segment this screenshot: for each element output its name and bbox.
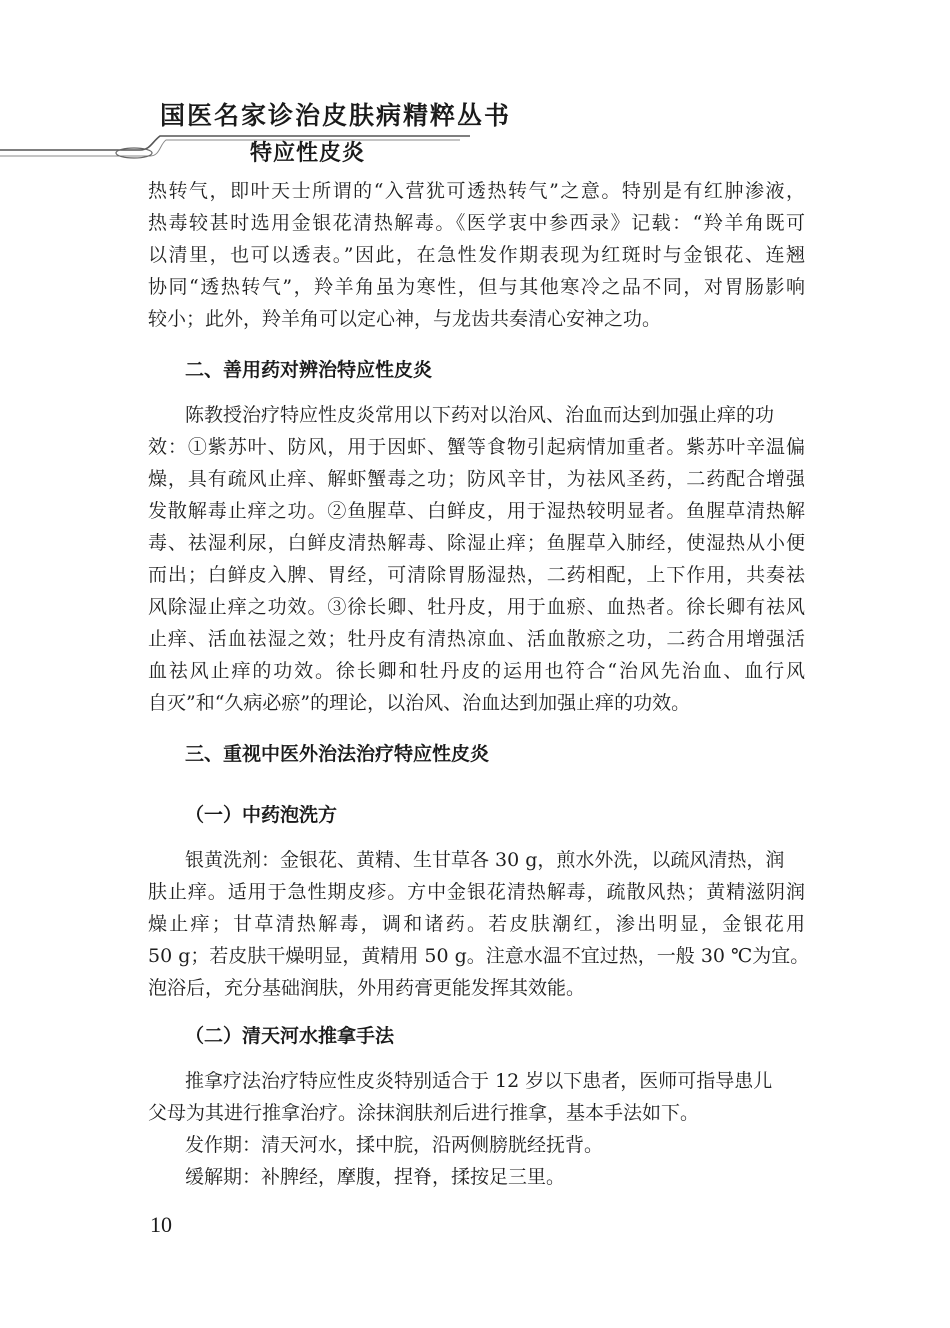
- paragraph-line: 以清里，也可以透表。”因此，在急性发作期表现为红斑时与金银花、连翘: [148, 244, 805, 266]
- paragraph-line: 而出；白鲜皮入脾、胃经，可清除胃肠湿热，二药相配，上下作用，共奏祛: [148, 564, 805, 586]
- paragraph-line: 效：①紫苏叶、防风，用于因虾、蟹等食物引起病情加重者。紫苏叶辛温偏: [148, 436, 805, 458]
- page-number: 10: [150, 1212, 172, 1237]
- series-title: 国医名家诊治皮肤病精粹丛书: [160, 101, 512, 130]
- subsection-heading: （一）中药泡洗方: [185, 804, 338, 826]
- chapter-title: 特应性皮炎: [250, 141, 366, 166]
- paragraph-line: 泡浴后，充分基础润肤，外用药膏更能发挥其效能。: [148, 977, 586, 999]
- paragraph-line: 热转气，即叶天士所谓的“入营犹可透热转气”之意。特别是有红肿渗液，: [148, 180, 805, 202]
- paragraph-line: 发作期：清天河水，揉中脘，沿两侧膀胱经抚背。: [185, 1134, 604, 1156]
- paragraph-line: 协同“透热转气”，羚羊角虽为寒性，但与其他寒冷之品不同，对胃肠影响: [148, 276, 805, 298]
- paragraph-line: 止痒、活血祛湿之效；牡丹皮有清热凉血、活血散瘀之功，二药合用增强活: [148, 628, 805, 650]
- section-heading: 二、善用药对辨治特应性皮炎: [185, 359, 433, 381]
- section-heading: 三、重视中医外治法治疗特应性皮炎: [185, 743, 490, 765]
- paragraph-line: 血祛风止痒的功效。徐长卿和牡丹皮的运用也符合“治风先治血、血行风: [148, 660, 805, 682]
- paragraph-line: 银黄洗剂：金银花、黄精、生甘草各 30 g，煎水外洗，以疏风清热，润: [185, 849, 785, 871]
- paragraph-line: 陈教授治疗特应性皮炎常用以下药对以治风、治血而达到加强止痒的功: [185, 404, 775, 426]
- paragraph-line: 毒、祛湿利尿，白鲜皮清热解毒、除湿止痒；鱼腥草入肺经，使湿热从小便: [148, 532, 805, 554]
- paragraph-line: 肤止痒。适用于急性期皮疹。方中金银花清热解毒，疏散风热；黄精滋阴润: [148, 881, 805, 903]
- subsection-heading: （二）清天河水推拿手法: [185, 1025, 395, 1047]
- paragraph-line: 父母为其进行推拿治疗。涂抹润肤剂后进行推拿，基本手法如下。: [148, 1102, 700, 1124]
- paragraph-line: 缓解期：补脾经，摩腹，捏脊，揉按足三里。: [185, 1166, 566, 1188]
- paragraph-line: 自灭”和“久病必瘀”的理论，以治风、治血达到加强止痒的功效。: [148, 692, 691, 714]
- paragraph-line: 热毒较甚时选用金银花清热解毒。《医学衷中参西录》记载：“羚羊角既可: [148, 212, 805, 234]
- paragraph-line: 燥，具有疏风止痒、解虾蟹毒之功；防风辛甘，为祛风圣药，二药配合增强: [148, 468, 805, 490]
- paragraph-line: 50 g；若皮肤干燥明显，黄精用 50 g。注意水温不宜过热，一般 30 ℃为宜。: [148, 945, 810, 967]
- paragraph-line: 燥止痒；甘草清热解毒，调和诸药。若皮肤潮红，渗出明显，金银花用: [148, 913, 805, 935]
- paragraph-line: 风除湿止痒之功效。③徐长卿、牡丹皮，用于血瘀、血热者。徐长卿有祛风: [148, 596, 805, 618]
- paragraph-line: 推拿疗法治疗特应性皮炎特别适合于 12 岁以下患者，医师可指导患儿: [185, 1070, 773, 1092]
- header-ornament-rule: [0, 112, 480, 162]
- paragraph-line: 发散解毒止痒之功。②鱼腥草、白鲜皮，用于湿热较明显者。鱼腥草清热解: [148, 500, 805, 522]
- paragraph-line: 较小；此外，羚羊角可以定心神，与龙齿共奏清心安神之功。: [148, 308, 662, 330]
